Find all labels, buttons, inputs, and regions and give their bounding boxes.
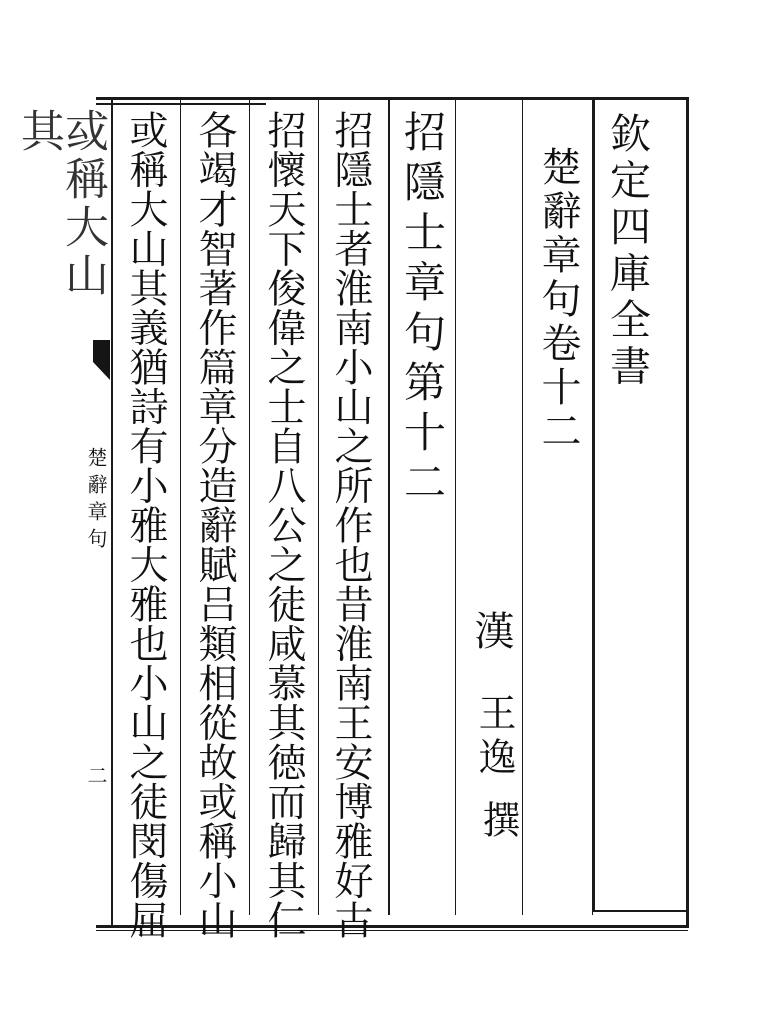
- column-rule: [388, 100, 390, 915]
- fishtail-mark: [93, 340, 110, 380]
- column-rule: [318, 100, 319, 915]
- collection-title: 欽定四庫全書: [603, 112, 651, 391]
- body-line: 或稱大山其義猶詩有小雅大雅也小山之徒閔傷屈: [123, 110, 168, 940]
- body-line: 招隱士者淮南小山之所作也昔淮南王安博雅好古: [328, 110, 373, 940]
- dynasty-label: 漢: [468, 610, 514, 656]
- chapter-title: 招隱士章句第十二: [398, 110, 447, 510]
- body-line: 招懷天下俊偉之士自八公之徒咸慕其徳而歸其仁: [261, 110, 306, 940]
- author-credit: 撰: [476, 800, 520, 844]
- column-rule: [455, 100, 456, 915]
- right-border-rule: [686, 97, 689, 928]
- top-border-rule-inner: [96, 103, 266, 105]
- facing-page-bleed: 㦯稱大山其: [13, 108, 108, 300]
- bottom-border-rule-inner: [96, 930, 688, 931]
- column-rule: [522, 100, 523, 915]
- margin-book-name: 楚辭章句: [84, 447, 108, 555]
- author-name: 王逸: [472, 693, 516, 781]
- volume-title: 楚辭章句卷十二: [535, 146, 581, 454]
- bottom-border-rule: [96, 925, 688, 928]
- title-box-bottom: [593, 910, 688, 912]
- body-line: 各竭才智著作篇章分造辭賦吕類相從故或稱小山: [192, 110, 237, 940]
- left-border-rule: [111, 100, 113, 926]
- column-rule: [180, 100, 181, 915]
- top-border-rule: [96, 97, 688, 100]
- title-box-left: [593, 100, 595, 912]
- margin-page-number: 二: [84, 765, 108, 791]
- column-rule: [249, 100, 250, 915]
